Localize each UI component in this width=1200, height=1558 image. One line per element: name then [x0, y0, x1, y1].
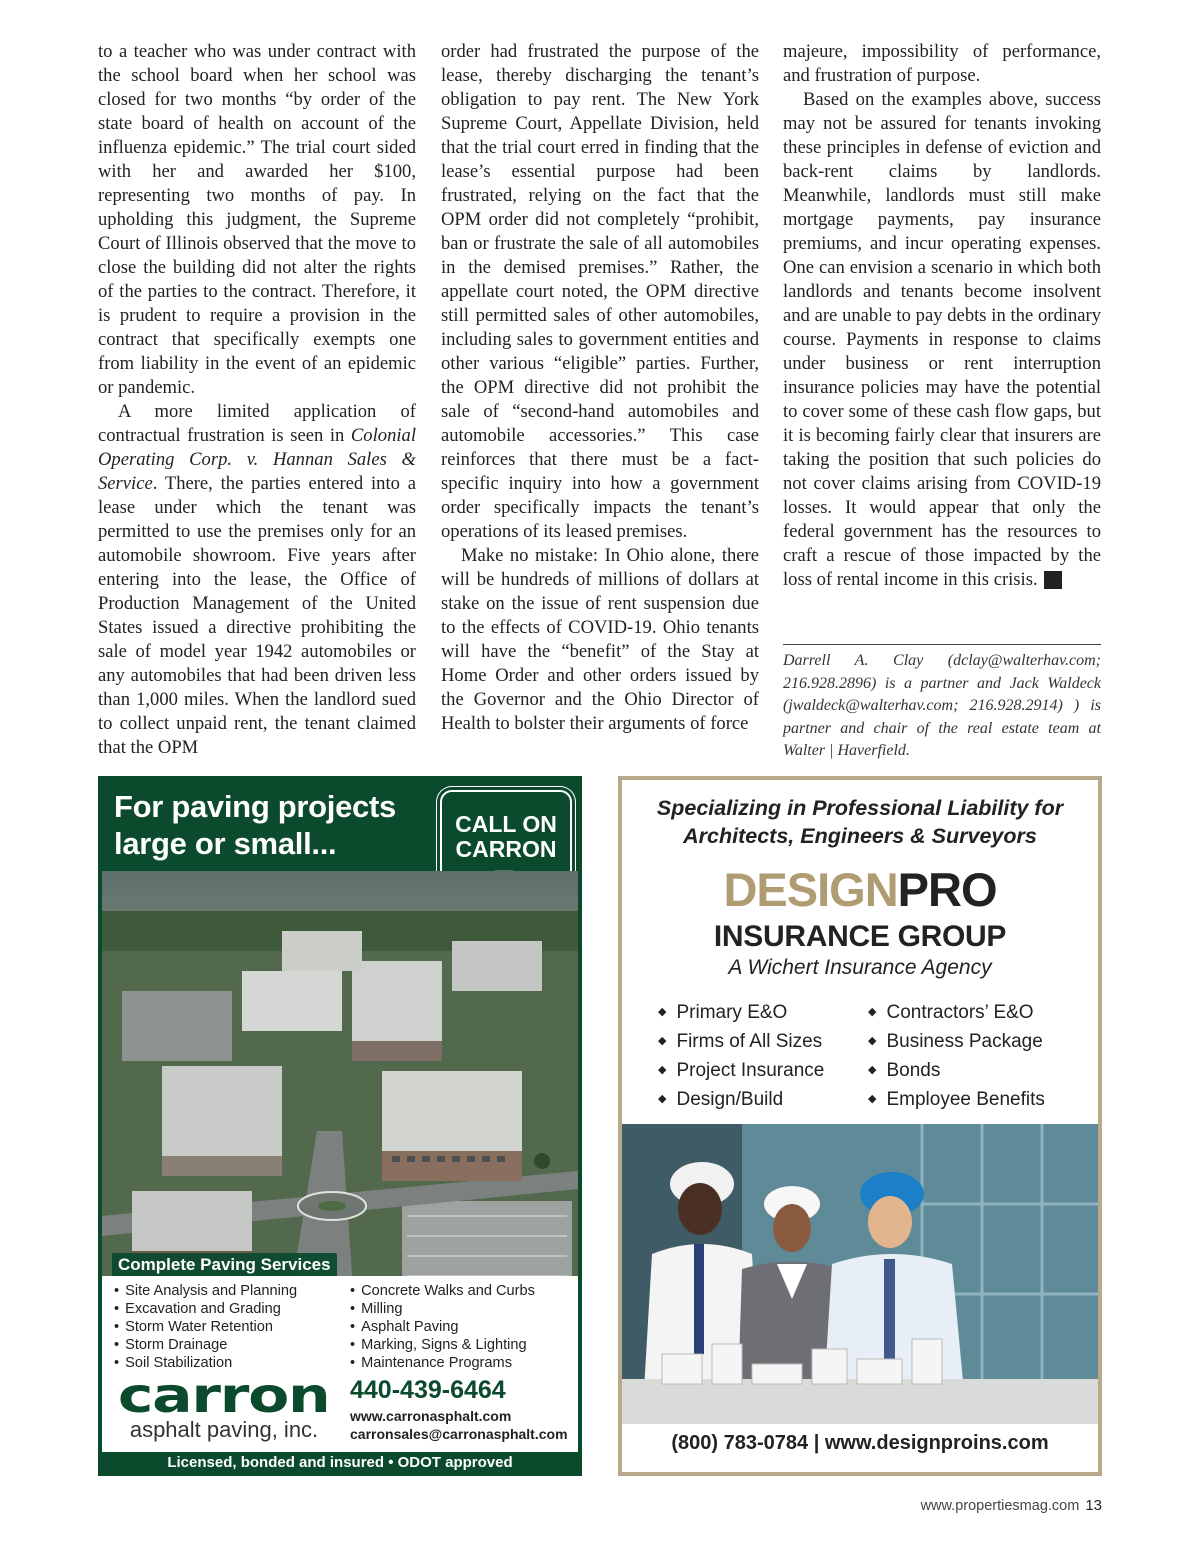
carron-advertisement	[98, 776, 582, 1476]
footer-url[interactable]: www.propertiesmag.com	[920, 1498, 1080, 1514]
carron-headline: For paving projects large or small...	[114, 789, 396, 861]
logo-design: DESIGN	[723, 863, 898, 916]
list-item: • Storm Drainage	[114, 1336, 297, 1354]
page-footer	[921, 1497, 1102, 1514]
list-item: • Concrete Walks and Curbs	[350, 1282, 535, 1300]
carron-logo	[118, 1368, 330, 1442]
coverage-list-right	[868, 998, 1045, 1114]
end-mark-icon: P	[1044, 571, 1062, 589]
article-paragraph: Based on the examples above, success may not be assured for tenants invoking these principles in defense of eviction and back-rent claims by landlords. Meanwhile, landlords must still make mortgage payments, pay insurance premiums, and incur operating expenses. One can envision a scenario in which both landlords and tenants become insolvent and are unable to pay debts in the ordinary course. Payments in response to claims under business or rent interruption insurance policies may have the potential to cover some of these cash flow gaps, but it is becoming fairly clear that insurers are taking the position that such policies do not cover claims arising from COVID-19 losses. It would appear that only the federal government has the resources to craft a rescue of those impacted by the loss of rental income in this crisis. P	[783, 89, 1101, 590]
carron-phone: 440-439-6464	[350, 1376, 506, 1404]
list-item: • Storm Water Retention	[114, 1318, 297, 1336]
list-item: ◆ Employee Benefits	[868, 1085, 1045, 1114]
article-paragraph: Make no mistake: In Ohio alone, there will be hundreds of millions of dollars at stake on the issue of rent suspension due to the effects of COVID-19. Ohio tenants will have the “benefit” of the Stay at Home Order and other orders issued by the Governor and the Ohio Director of Health to bolster their arguments of force	[441, 545, 759, 734]
case-citation: Colonial Operating Corp. v. Hannan Sales & Service	[98, 425, 416, 494]
coverage-list-left	[658, 998, 824, 1114]
list-item: ◆ Firms of All Sizes	[658, 1027, 824, 1056]
author-bio: Darrell A. Clay (dclay@walterhav.com; 216.928.2896) is a partner and Jack Waldeck (jwaldeck@walterhav.com; 216.928.2914) ) is partner and chair of the real estate team at Walter | Haverfield.	[783, 652, 1101, 759]
article-column-3	[783, 40, 1101, 592]
carron-info-panel	[102, 1276, 578, 1452]
page-number: 13	[1085, 1497, 1102, 1514]
list-item: • Maintenance Programs	[350, 1354, 535, 1372]
list-item: • Marking, Signs & Lighting	[350, 1336, 535, 1354]
carron-footer: Licensed, bonded and insured • ODOT approved	[167, 1454, 513, 1471]
services-list-left	[114, 1282, 297, 1372]
list-item: • Site Analysis and Planning	[114, 1282, 297, 1300]
list-item: • Soil Stabilization	[114, 1354, 297, 1372]
list-item: ◆ Design/Build	[658, 1085, 824, 1114]
article-paragraph: order had frustrated the purpose of the lease, thereby discharging the tenant’s obligation to pay rent. The New York Supreme Court, Appellate Division, held that the trial court erred in finding that the lease’s essential purpose had been frustrated, relying on the fact that the OPM order did not completely “prohibit, ban or frustrate the sale of all automobiles in the demised premises.” Rather, the appellate court noted, the OPM directive still permitted sales of other automobiles, including sales to government entities and other various “eligible” parties. Further, the OPM directive did not prohibit the sale of “second-hand automobiles and automobile accessories.” This case reinforces that there must be a fact-specific inquiry into how a government order specifically impacts the tenant’s operations of its leased premises.	[441, 41, 759, 542]
list-item: • Milling	[350, 1300, 535, 1318]
list-item: ◆ Bonds	[868, 1056, 1045, 1085]
article-paragraph: A more limited application of contractual frustration is seen in Colonial Operating Corp. v. Hannan Sales & Service. There, the parties entered into a lease under which the tenant was permitted to use the premises only for an automobile showroom. Five years after entering into the lease, the Office of Production Management of the United States issued a directive prohibiting the sale of model year 1942 automobiles or any automobiles that had been driven less than 1,000 miles. When the landlord sued to collect unpaid rent, the tenant claimed that the OPM	[98, 401, 416, 758]
list-item: • Excavation and Grading	[114, 1300, 297, 1318]
article-paragraph: to a teacher who was under contract with the school board when her school was closed for two months “by order of the state board of health on account of the influenza epidemic.” The trial court sided with her and awarded her $100, representing two months of pay. In upholding this judgment, the Supreme Court of Illinois observed that the move to close the building did not alter the rights of the parties to the contract. Therefore, it is prudent to require a provision in the contract that specifically exempts one from liability in the event of an epidemic or pandemic.	[98, 41, 416, 398]
designpro-tagline: Specializing in Professional Liability for Architects, Engineers & Surveyors	[656, 796, 1064, 848]
designpro-advertisement	[618, 776, 1102, 1476]
carron-email[interactable]: carronsales@carronasphalt.com	[350, 1426, 568, 1442]
article-column-2	[441, 40, 759, 736]
bio-divider	[783, 644, 1101, 645]
list-item: ◆ Project Insurance	[658, 1056, 824, 1085]
list-item: ◆ Contractors’ E&O	[868, 998, 1045, 1027]
services-heading: Complete Paving Services	[112, 1253, 337, 1277]
article-column-1	[98, 40, 416, 760]
engineers-photo-illustration	[622, 1124, 1098, 1424]
logo-pro: PRO	[897, 863, 997, 916]
services-list-right	[350, 1282, 535, 1372]
list-item: ◆ Primary E&O	[658, 998, 824, 1027]
sign-text: CALL ON CARRON	[455, 811, 557, 862]
engineers-photo	[622, 1124, 1098, 1424]
agency-label: A Wichert Insurance Agency	[728, 956, 992, 979]
carron-website[interactable]: www.carronasphalt.com	[350, 1408, 512, 1424]
article-paragraph: majeure, impossibility of performance, and frustration of purpose.	[783, 41, 1101, 86]
list-item: ◆ Business Package	[868, 1027, 1045, 1056]
designpro-logo	[622, 864, 1098, 916]
insurance-group-label: INSURANCE GROUP	[713, 920, 1007, 953]
logo-wordmark: carron	[118, 1368, 330, 1424]
list-item: • Asphalt Paving	[350, 1318, 535, 1336]
designpro-contact[interactable]: (800) 783-0784 | www.designproins.com	[671, 1432, 1049, 1454]
logo-subtitle: asphalt paving, inc.	[129, 1417, 319, 1442]
